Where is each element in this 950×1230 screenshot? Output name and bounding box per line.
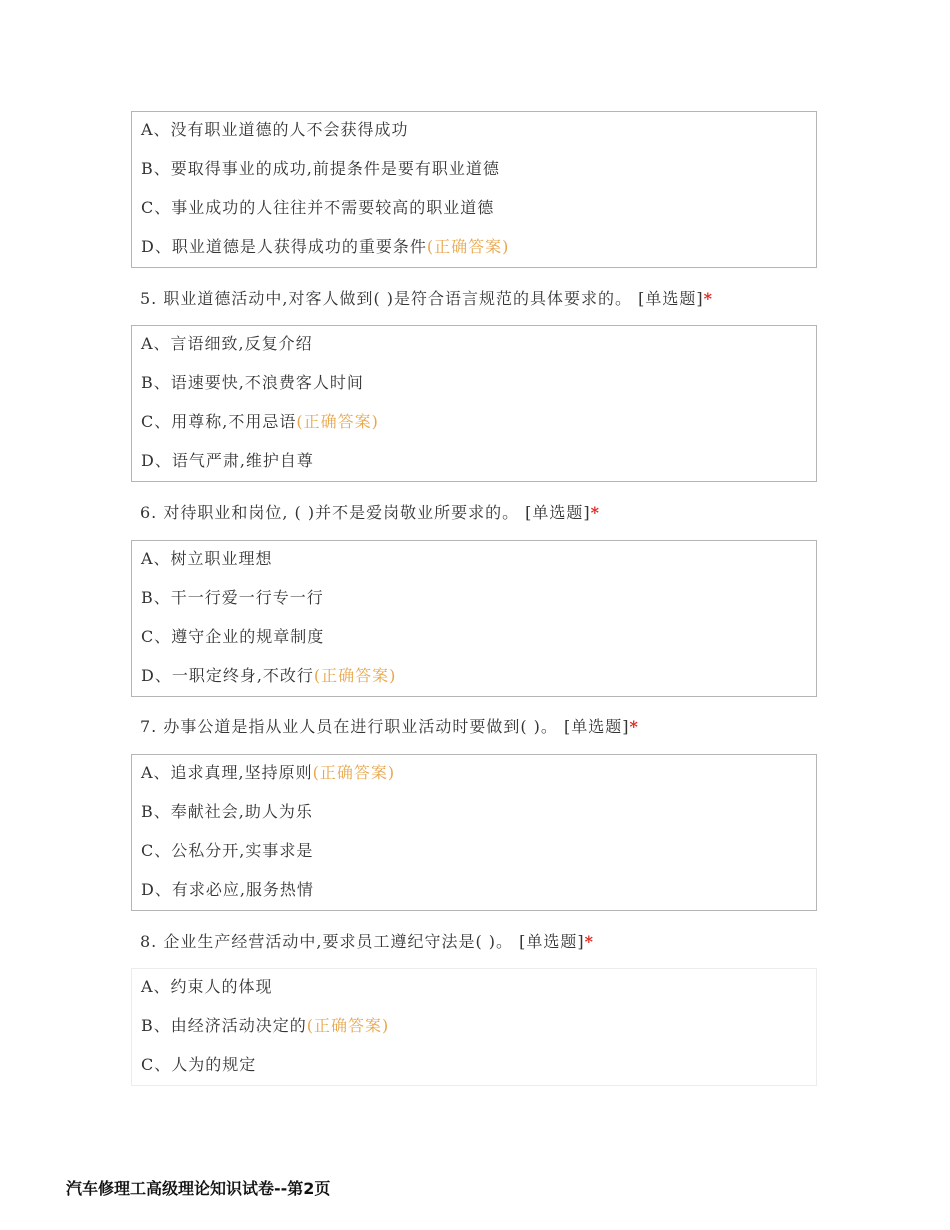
q8-options-box bbox=[131, 968, 817, 1086]
q6-option-d[interactable]: D、一职定终身,不改行(正确答案) bbox=[141, 666, 397, 685]
required-star: * bbox=[703, 289, 713, 308]
required-star: * bbox=[584, 932, 594, 951]
correct-answer-marker: (正确答案) bbox=[306, 1016, 390, 1035]
q5-option-a[interactable]: A、言语细致,反复介绍 bbox=[141, 334, 313, 353]
q4-option-b[interactable]: B、要取得事业的成功,前提条件是要有职业道德 bbox=[141, 159, 500, 178]
q6-option-c[interactable]: C、遵守企业的规章制度 bbox=[141, 627, 325, 646]
correct-answer-marker: (正确答案) bbox=[313, 666, 397, 685]
required-star: * bbox=[629, 717, 639, 736]
q7-options-box bbox=[131, 754, 817, 911]
q6-title: 6. 对待职业和岗位, ( )并不是爱岗敬业所要求的。 [单选题]* bbox=[140, 503, 601, 522]
q8-title: 8. 企业生产经营活动中,要求员工遵纪守法是( )。 [单选题]* bbox=[140, 932, 594, 951]
q7-option-b[interactable]: B、奉献社会,助人为乐 bbox=[141, 802, 313, 821]
q8-option-a[interactable]: A、约束人的体现 bbox=[141, 977, 273, 996]
q8-option-b[interactable]: B、由经济活动决定的(正确答案) bbox=[141, 1016, 390, 1035]
correct-answer-marker: (正确答案) bbox=[426, 237, 510, 256]
q5-title: 5. 职业道德活动中,对客人做到( )是符合语言规范的具体要求的。 [单选题]* bbox=[140, 289, 713, 308]
q7-option-c[interactable]: C、公私分开,实事求是 bbox=[141, 841, 314, 860]
q4-options-box bbox=[131, 111, 817, 268]
q6-options-box bbox=[131, 540, 817, 697]
q6-option-a[interactable]: A、树立职业理想 bbox=[141, 549, 273, 568]
q8-option-c[interactable]: C、人为的规定 bbox=[141, 1055, 257, 1074]
q7-option-d[interactable]: D、有求必应,服务热情 bbox=[141, 880, 314, 899]
q4-option-d[interactable]: D、职业道德是人获得成功的重要条件(正确答案) bbox=[141, 237, 510, 256]
q5-option-b[interactable]: B、语速要快,不浪费客人时间 bbox=[141, 373, 364, 392]
q4-option-c[interactable]: C、事业成功的人往往并不需要较高的职业道德 bbox=[141, 198, 495, 217]
q6-option-b[interactable]: B、干一行爱一行专一行 bbox=[141, 588, 324, 607]
correct-answer-marker: (正确答案) bbox=[296, 412, 379, 431]
q5-option-c[interactable]: C、用尊称,不用忌语(正确答案) bbox=[141, 412, 379, 431]
correct-answer-marker: (正确答案) bbox=[312, 763, 396, 782]
q7-option-a[interactable]: A、追求真理,坚持原则(正确答案) bbox=[141, 763, 396, 782]
q5-option-d[interactable]: D、语气严肃,维护自尊 bbox=[141, 451, 314, 470]
q5-options-box bbox=[131, 325, 817, 482]
page-footer: 汽车修理工高级理论知识试卷--第2页 bbox=[66, 1179, 331, 1198]
q4-option-a[interactable]: A、没有职业道德的人不会获得成功 bbox=[141, 120, 409, 139]
required-star: * bbox=[590, 503, 601, 522]
q7-title: 7. 办事公道是指从业人员在进行职业活动时要做到( )。 [单选题]* bbox=[140, 717, 639, 736]
